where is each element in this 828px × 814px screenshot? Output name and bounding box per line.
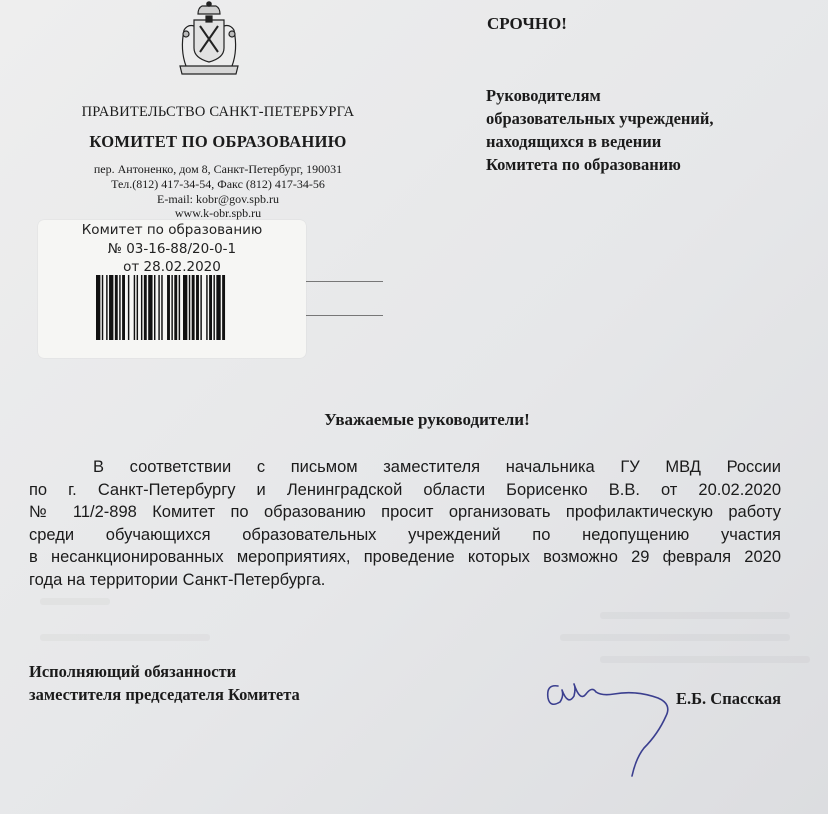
show-through-text	[600, 612, 790, 619]
barcode-bar	[183, 275, 187, 340]
body-line: среди обучающихся образовательных учреждений по недопущению участия	[29, 525, 781, 544]
recipient-line: Комитета по образованию	[486, 155, 681, 174]
sticker-organization: Комитет по образованию	[81, 222, 263, 238]
barcode-bar	[102, 275, 103, 340]
barcode-bar	[144, 275, 147, 340]
website: www.k-obr.spb.ru	[174, 206, 262, 220]
body-line: № 11/2-898 Комитет по образованию просит организовать профилактическую работу	[29, 503, 781, 522]
barcode-bar	[106, 275, 107, 340]
show-through-text	[40, 634, 210, 641]
government-name: ПРАВИТЕЛЬСТВО САНКТ-ПЕТЕРБУРГА	[81, 104, 355, 120]
barcode-bar	[109, 275, 113, 340]
barcode-bar	[222, 275, 225, 340]
committee-name: КОМИТЕТ ПО ОБРАЗОВАНИЮ	[89, 132, 347, 151]
barcode-bar	[154, 275, 155, 340]
body-line: года на территории Санкт-Петербурга.	[29, 570, 326, 589]
show-through-text	[40, 598, 110, 605]
salutation: Уважаемые руководители!	[324, 410, 530, 429]
barcode-bar	[216, 275, 220, 340]
barcode-bar	[161, 275, 162, 340]
barcode-bar	[119, 275, 120, 340]
handwritten-signature-icon	[540, 672, 680, 784]
body-line: в несанкционированных мероприятиях, проведение которых возможно 29 февраля 2020	[29, 548, 781, 567]
registration-sticker	[38, 220, 306, 358]
coat-of-arms-icon	[176, 0, 242, 82]
barcode-bar	[196, 275, 199, 340]
sticker-number: № 03-16-88/20-0-1	[107, 241, 237, 257]
barcode-bar	[192, 275, 195, 340]
barcode-bar	[167, 275, 170, 340]
body-line: В соответствии с письмом заместителя начальника ГУ МВД России	[93, 458, 781, 476]
recipient-line: находящихся в ведении	[486, 132, 662, 151]
barcode-bar	[171, 275, 172, 340]
recipient-line: Руководителям	[486, 86, 601, 105]
barcode-bar	[189, 275, 190, 340]
barcode-bar	[141, 275, 142, 340]
barcode-bar	[179, 275, 180, 340]
signatory-position: заместителя председателя Комитета	[29, 685, 300, 704]
barcode-bar	[96, 275, 100, 340]
phone-fax: Тел.(812) 417-34-54, Факс (812) 417-34-56	[111, 177, 325, 191]
barcode-bar	[134, 275, 135, 340]
barcode-bar	[213, 275, 214, 340]
sticker-date: от 28.02.2020	[123, 259, 221, 275]
body-line: по г. Санкт-Петербургу и Ленинградской области Борисенко В.В. от 20.02.2020	[29, 480, 781, 499]
show-through-text	[600, 656, 810, 663]
barcode-bar	[200, 275, 201, 340]
address: пер. Антоненко, дом 8, Санкт-Петербург, 190031	[93, 162, 343, 176]
barcode-bar	[122, 275, 125, 340]
email: E-mail: kobr@gov.spb.ru	[157, 192, 279, 206]
barcode-bar	[115, 275, 118, 340]
barcode-bar	[158, 275, 159, 340]
barcode-bar	[128, 275, 129, 340]
barcode-bar	[209, 275, 212, 340]
recipient-line: образовательных учреждений,	[486, 109, 714, 128]
urgent-mark: СРОЧНО!	[487, 14, 567, 33]
barcode-bar	[148, 275, 152, 340]
signer-name: Е.Б. Спасская	[676, 689, 782, 708]
barcode-bar	[206, 275, 207, 340]
barcode-bar	[174, 275, 177, 340]
barcode-bar	[137, 275, 138, 340]
barcode-icon	[96, 275, 261, 340]
letter-body	[29, 456, 781, 592]
signatory-position: Исполняющий обязанности	[29, 662, 237, 681]
show-through-text	[560, 634, 790, 641]
